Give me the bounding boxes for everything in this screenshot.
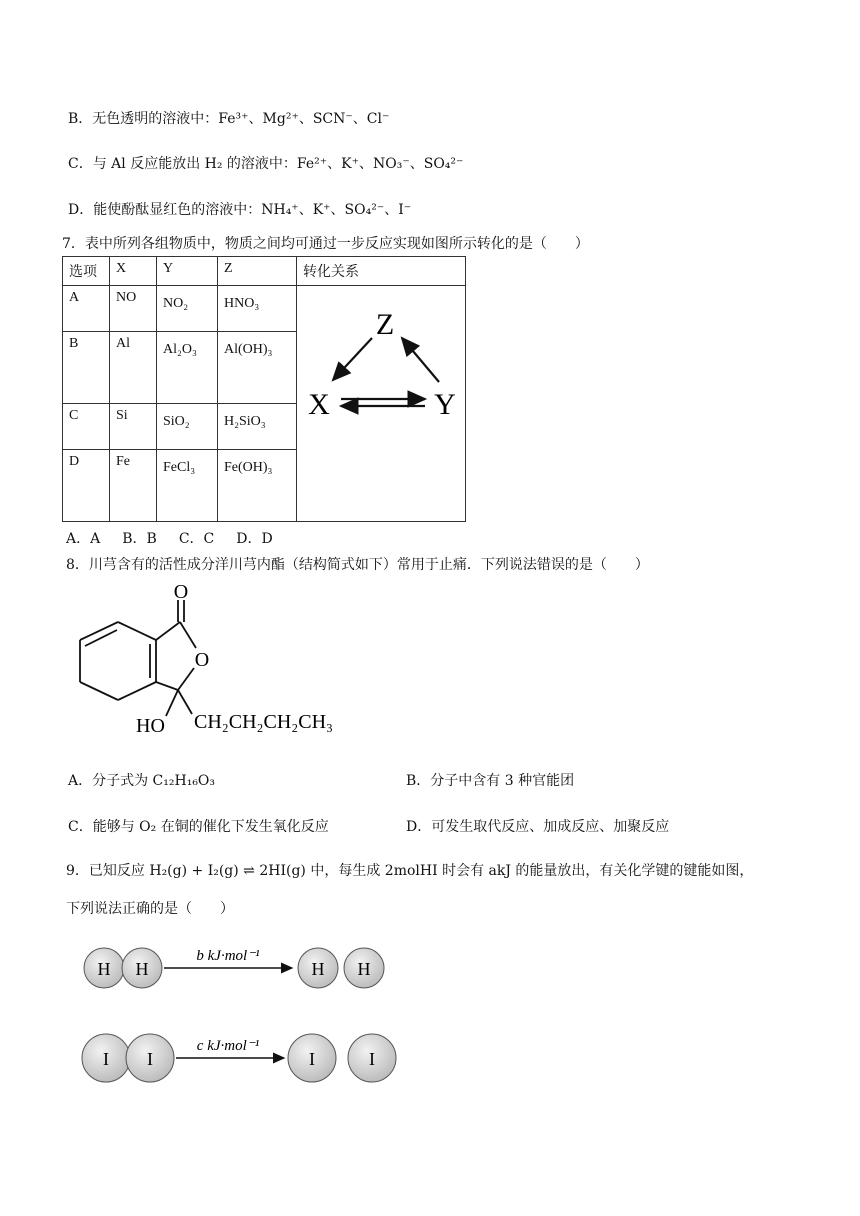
q7-header-y: Y [157, 257, 218, 286]
q7-row-b-option: B [63, 332, 110, 404]
q6-option-b-text: B．无色透明的溶液中： [68, 111, 219, 127]
q7-diagram-y: Y [434, 388, 456, 421]
q9-bond-energy-diagram [78, 936, 408, 1096]
q7-transformation-diagram [297, 286, 465, 516]
q8-option-b: B．分子中含有 3 种官能团 [406, 773, 575, 789]
q7-answer-a: A．A [66, 531, 101, 547]
q7-row-d-y: FeCl₃ [157, 450, 218, 522]
i-atom-3-label: I [309, 1049, 315, 1069]
q6-option-d-ions: NH₄⁺、K⁺、SO₄²⁻、I⁻ [261, 202, 412, 218]
q7-answer-b: B．B [122, 531, 157, 547]
q7-arrow-z-to-x [333, 338, 372, 380]
q7-row-d-x: Fe [110, 450, 157, 522]
q6-option-c-text: C．与 Al 反应能放出 H₂ 的溶液中： [68, 156, 297, 172]
q7-row-b-x: Al [110, 332, 157, 404]
q7-row-b-z: Al(OH)₃ [218, 332, 297, 404]
q7-arrow-y-to-z [402, 338, 439, 382]
q8-option-d: D．可发生取代反应、加成反应、加聚反应 [406, 819, 670, 835]
q6-option-d-text: D．能使酚酞显红色的溶液中： [68, 202, 262, 218]
q8-hydroxyl: HO [136, 715, 165, 737]
q7-diagram-z: Z [375, 308, 395, 341]
q7-diagram-cell [297, 286, 466, 522]
q7-header-z: Z [218, 257, 297, 286]
q9-stem-line2: 下列说法正确的是（ ） [66, 901, 234, 917]
q7-answer-d: D．D [236, 531, 273, 547]
q7-header-relation: 转化关系 [297, 257, 466, 286]
q9-stem-line1: 9．已知反应 H₂(g) + I₂(g) ⇌ 2HI(g) 中，每生成 2molHI 时会有 akJ 的能量放出，有关化学键的键能如图， [66, 863, 754, 879]
q8-option-a: A．分子式为 C₁₂H₁₆O₃ [68, 773, 216, 789]
q7-row-c-option: C [63, 404, 110, 450]
h-atom-1-label: H [97, 959, 111, 979]
q7-row-a-y: NO₂ [157, 286, 218, 332]
i-bond-energy: c kJ·mol⁻¹ [196, 1038, 260, 1054]
q8-stem: 8．川芎含有的活性成分洋川芎内酯（结构简式如下）常用于止痛．下列说法错误的是（ ） [66, 557, 649, 573]
q6-option-d [68, 199, 411, 219]
q8-ring-oxygen: O [194, 649, 210, 671]
q7-row-b-y: Al₂O₃ [157, 332, 218, 404]
q7-header-x: X [110, 257, 157, 286]
q7-answer-options [66, 528, 295, 548]
q6-option-c-ions: Fe²⁺、K⁺、NO₃⁻、SO₄²⁻ [296, 156, 464, 172]
q7-row-a-x: NO [110, 286, 157, 332]
q8-option-c: C．能够与 O₂ 在铜的催化下发生氧化反应 [68, 819, 329, 835]
q7-table [62, 256, 466, 522]
q8-butyl-chain: CH₂CH₂CH₂CH₃ [194, 711, 334, 733]
q7-row-c-x: Si [110, 404, 157, 450]
q7-diagram-x: X [308, 388, 330, 421]
h-atom-3-label: H [311, 959, 325, 979]
h-bond-energy: b kJ·mol⁻¹ [196, 948, 260, 964]
q7-row-c-z: H₂SiO₃ [218, 404, 297, 450]
h-atom-2-label: H [135, 959, 149, 979]
q7-row-d-option: D [63, 450, 110, 522]
q8-structure [70, 578, 370, 748]
q6-option-b-ions: Fe³⁺、Mg²⁺、SCN⁻、Cl⁻ [218, 111, 390, 127]
q7-row-a-option: A [63, 286, 110, 332]
q7-stem: 7．表中所列各组物质中，物质之间均可通过一步反应实现如图所示转化的是（ ） [62, 236, 589, 252]
q7-header-option: 选项 [63, 257, 110, 286]
i-atom-4-label: I [369, 1049, 375, 1069]
q7-answer-c: C．C [178, 531, 215, 547]
i-atom-1-label: I [103, 1049, 109, 1069]
q7-row-c-y: SiO₂ [157, 404, 218, 450]
q6-option-b [68, 108, 389, 128]
h-atom-4-label: H [357, 959, 371, 979]
q7-row-a-z: HNO₃ [218, 286, 297, 332]
q8-carbonyl-oxygen: O [173, 581, 189, 603]
q6-option-c [68, 153, 463, 173]
i-atom-2-label: I [147, 1049, 153, 1069]
q7-row-d-z: Fe(OH)₃ [218, 450, 297, 522]
